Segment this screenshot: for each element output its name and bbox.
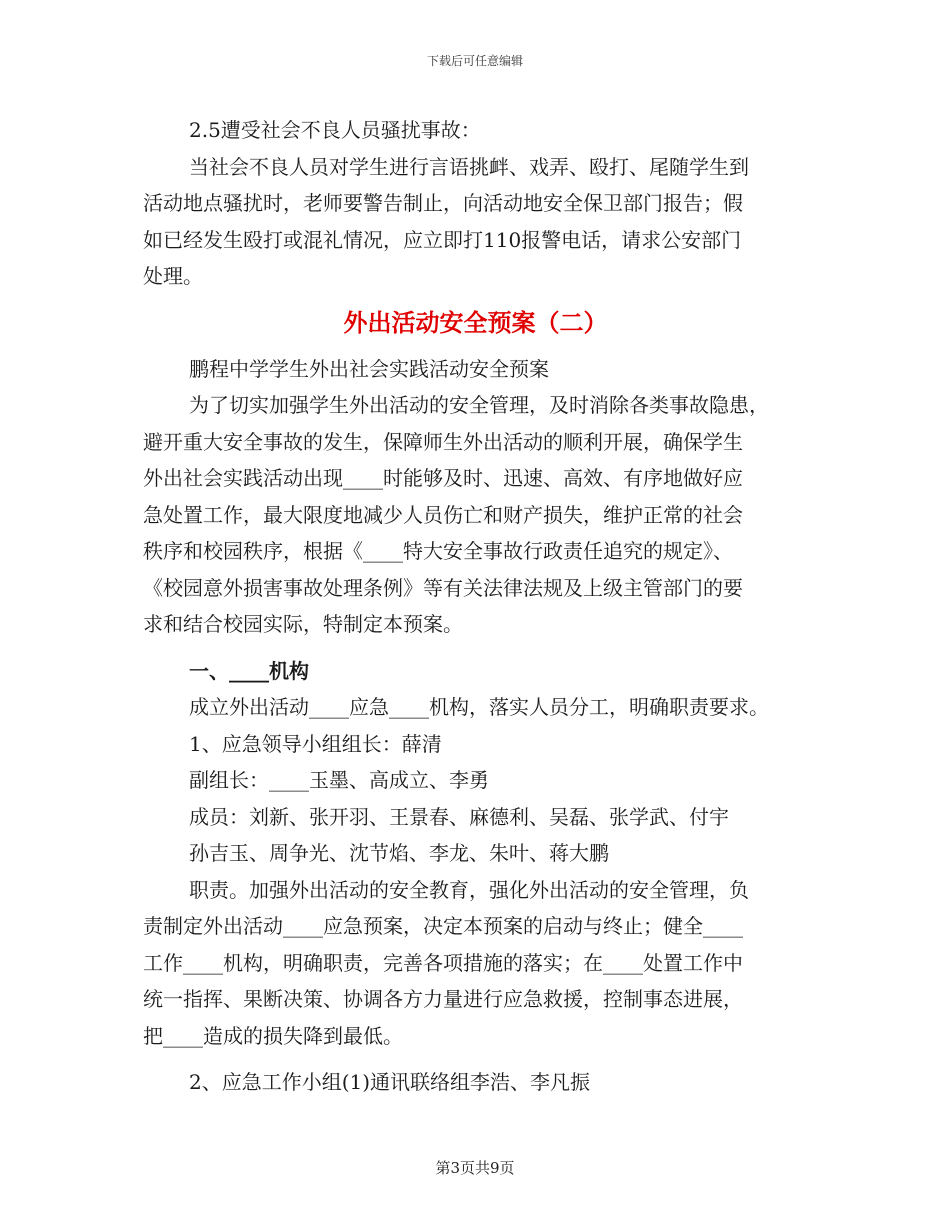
paragraph-line: 职责。加强外出活动的安全教育，强化外出活动的安全管理，负 [189, 877, 749, 902]
document-body [143, 112, 808, 1101]
paragraph-line: 活动地点骚扰时，老师要警告制止，向活动地安全保卫部门报告；假 [143, 191, 743, 215]
paragraph-line: 把____造成的损失降到最低。 [143, 1023, 403, 1048]
paragraph-line: 责制定外出活动____应急预案，决定本预案的启动与终止；健全____ [143, 914, 743, 938]
section-heading-org: 一、____机构 [189, 658, 309, 683]
paragraph-line: 求和结合校园实际，特制定本预案。 [143, 612, 463, 636]
paragraph-line: 如已经发生殴打或混礼情况，应立即打110报警电话，请求公安部门 [143, 227, 742, 252]
paragraph-line: 外出社会实践活动出现____时能够及时、迅速、高效、有序地做好应 [143, 466, 743, 490]
paragraph-line: 急处置工作，最大限度地减少人员伤亡和财产损失，维护正常的社会 [143, 502, 743, 527]
members-line: 孙吉玉、周争光、沈节焰、李龙、朱叶、蒋大鹏 [189, 841, 609, 865]
page-header: 下载后可任意编辑 [426, 54, 523, 68]
leader-line: 1、应急领导小组组长：薛清 [189, 731, 442, 756]
paragraph-line: 秩序和校园秩序，根据《____特大安全事故行政责任追究的规定》、 [143, 539, 733, 563]
document-title: 外出活动安全预案（二） [343, 307, 608, 337]
paragraph-line: 《校园意外损害事故处理条例》等有关法律法规及上级主管部门的要 [143, 575, 743, 600]
paragraph-line: 统一指挥、果断决策、协调各方力量进行应急救援，控制事态进展， [143, 987, 743, 1011]
document-subtitle: 鹏程中学学生外出社会实践活动安全预案 [189, 356, 549, 381]
paragraph-line: 当社会不良人员对学生进行言语挑衅、戏弄、殴打、尾随学生到 [189, 154, 749, 179]
page-footer: 第3页共9页 [435, 1159, 515, 1177]
paragraph-line: 为了切实加强学生外出活动的安全管理，及时消除各类事故隐患， [189, 393, 769, 417]
paragraph-line: 避开重大安全事故的发生，保障师生外出活动的顺利开展，确保学生 [143, 429, 743, 454]
paragraph-line: 成立外出活动____应急____机构，落实人员分工，明确职责要求。 [189, 695, 769, 719]
working-group-line: 2、应急工作小组(1)通讯联络组李浩、李凡振 [189, 1070, 591, 1094]
section-heading-2-5: 2.5遭受社会不良人员骚扰事故： [189, 118, 481, 142]
deputy-leader-line: 副组长：____玉墨、高成立、李勇 [189, 768, 489, 792]
paragraph-line: 工作____机构，明确职责，完善各项措施的落实；在____处置工作中 [143, 950, 743, 975]
paragraph-line: 处理。 [143, 264, 203, 288]
members-line: 成员：刘新、张开羽、王景春、麻德利、吴磊、张学武、付宇 [189, 804, 729, 829]
